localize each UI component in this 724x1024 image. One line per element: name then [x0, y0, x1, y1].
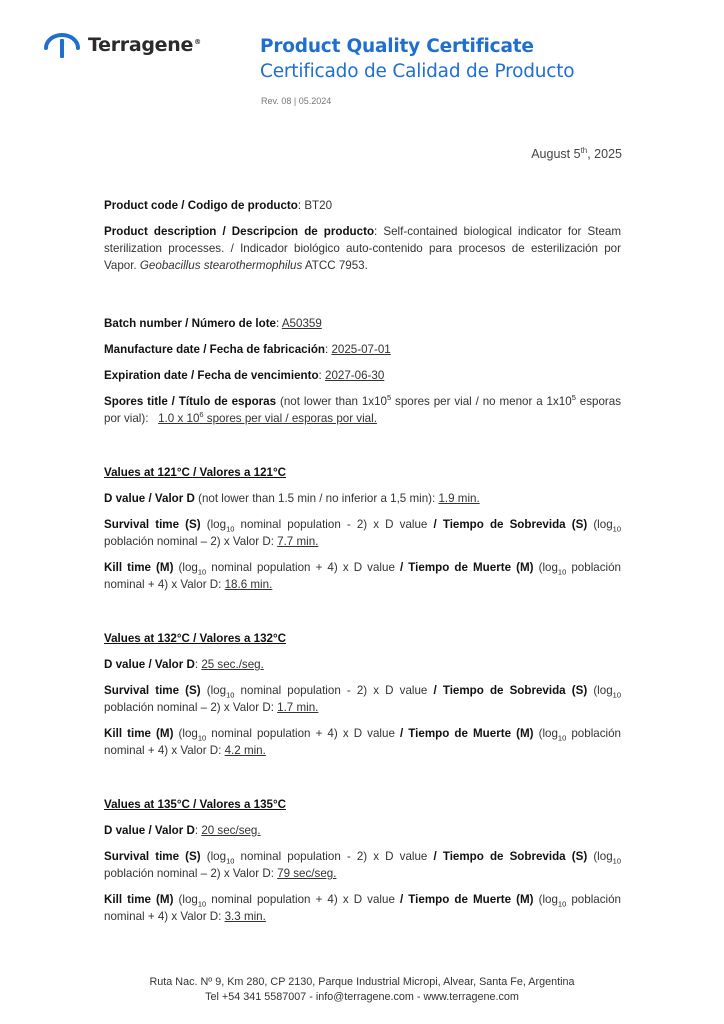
brand-name: Terragene®: [88, 34, 201, 56]
manufacture-date-line: Manufacture date / Fecha de fabricación: 2025-07-01: [104, 343, 391, 356]
section-132-d-value: D value / Valor D: 25 sec./seg.: [104, 658, 264, 671]
section-135-title: Values at 135°C / Valores a 135°C: [104, 798, 287, 811]
product-description-line: Product description / Descripcion de producto: Self-contained biological indicator for Steam sterilization processes. / Indicador biológico auto-contenido para procesos de esterilización por Vapor. Geobacillus stearothermophilus ATCC 7953.: [104, 225, 621, 272]
expiration-date-value: 2027-06-30: [325, 369, 385, 382]
spores-title-value: 1.0 x $10^6$ spores per vial / esporas por vial.: [158, 410, 377, 425]
certificate-title-en: Product Quality Certificate: [260, 36, 534, 57]
species-name: Geobacillus stearothermophilus: [139, 259, 303, 272]
section-135-d-value: D value / Valor D: 20 sec/seg.: [104, 824, 261, 837]
batch-number-line: Batch number / Número de lote: A50359: [104, 317, 322, 330]
footer-address: Ruta Nac. Nº 9, Km 280, CP 2130, Parque Industrial Micropi, Alvear, Santa Fe, Argentina: [149, 976, 575, 988]
section-135-kill-time: Kill time (M) ($\log_{10}$ nominal population + 4) x D value / Tiempo de Muerte (M) ($\log_{10}$ población nominal + 4) x Valor D: 3.3 min.: [104, 893, 621, 923]
product-code-line: Product code / Codigo de producto: BT20: [104, 199, 333, 212]
issue-date: August 5th, 2025: [531, 145, 622, 161]
section-132-survival-time: Survival time (S) ($\log_{10}$ nominal population - 2) x D value / Tiempo de Sobrevida (S) ($\log_{10}$ población nominal – 2) x Valor D: 1.7 min.: [104, 684, 621, 714]
section-121-d-value: D value / Valor D (not lower than 1.5 min / no inferior a 1,5 min): 1.9 min.: [104, 492, 480, 505]
revision-label: Rev. 08 | 05.2024: [261, 96, 332, 106]
spores-title-line: Spores title / Título de esporas (not lower than $1x10^5$ spores per vial / no menor a $1x10^5$ esporas por vial): 1.0 x $10^6$ spores per vial / esporas por vial.: [104, 393, 621, 425]
footer-contact: Tel +54 341 5587007 - info@terragene.com - www.terragene.com: [205, 991, 519, 1003]
section-121-title: Values at 121°C / Valores a 121°C: [104, 466, 287, 479]
terragene-logo-icon: [42, 30, 82, 60]
manufacture-date-value: 2025-07-01: [331, 343, 391, 356]
section-132-kill-time: Kill time (M) ($\log_{10}$ nominal population + 4) x D value / Tiempo de Muerte (M) ($\log_{10}$ población nominal + 4) x Valor D: 4.2 min.: [104, 727, 621, 757]
company-logo: [42, 30, 201, 60]
section-135-survival-time: Survival time (S) ($\log_{10}$ nominal population - 2) x D value / Tiempo de Sobrevida (S) ($\log_{10}$ población nominal – 2) x Valor D: 79 sec/seg.: [104, 850, 621, 880]
section-121-kill-time: Kill time (M) ($\log_{10}$ nominal population + 4) x D value / Tiempo de Muerte (M) ($\log_{10}$ población nominal + 4) x Valor D: 18.6 min.: [104, 561, 621, 591]
section-132-title: Values at 132°C / Valores a 132°C: [104, 632, 287, 645]
section-121-survival-time: Survival time (S) ($\log_{10}$ nominal population - 2) x D value / Tiempo de Sobrevida (S) ($\log_{10}$ población nominal – 2) x Valor D: 7.7 min.: [104, 518, 621, 548]
expiration-date-line: Expiration date / Fecha de vencimiento: 2027-06-30: [104, 369, 385, 382]
certificate-title-es: Certificado de Calidad de Producto: [260, 61, 575, 82]
certificate-body: [104, 197, 621, 925]
batch-number-value: A50359: [281, 317, 322, 330]
page-footer: [0, 975, 724, 1005]
product-code-value: BT20: [304, 199, 333, 212]
